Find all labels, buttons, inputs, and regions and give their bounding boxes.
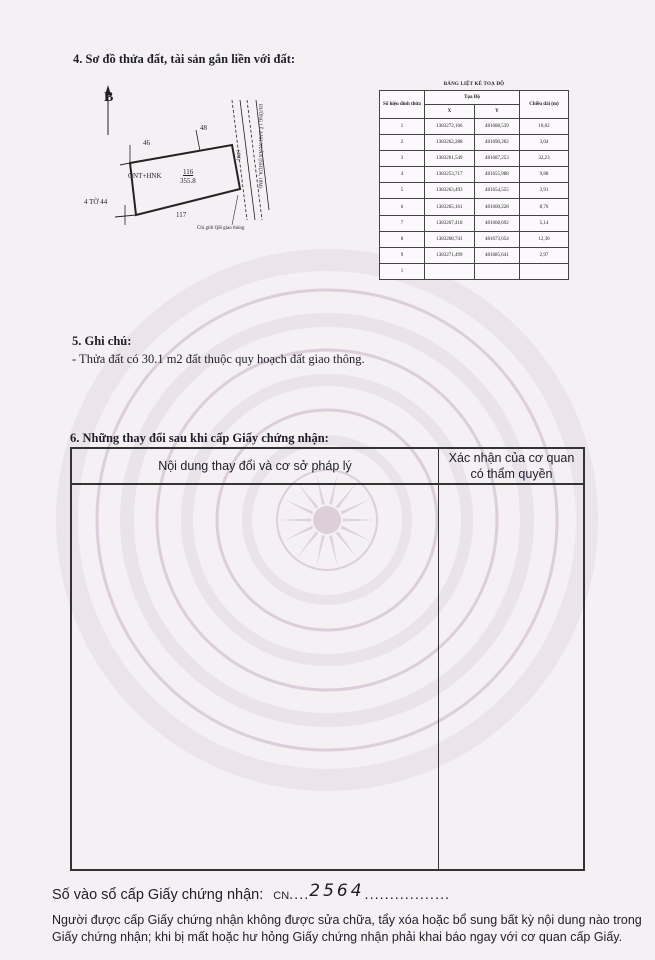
coords-cell-x (425, 263, 475, 279)
coords-cell-x: 1383261,549 (425, 151, 475, 167)
coords-cell-len: 3,04 (520, 135, 569, 151)
coords-cell-x: 1383263,493 (425, 183, 475, 199)
coords-cell-id: 6 (380, 199, 425, 215)
coords-cell-len: 8,76 (520, 199, 569, 215)
coords-row (380, 135, 569, 151)
changes-header-divider (72, 483, 583, 485)
coords-cell-y: 481688,539 (474, 119, 519, 135)
coords-cell-id: 1 (380, 119, 425, 135)
section-5-title: 5. Ghi chú: (72, 334, 132, 348)
coords-cell-y: 481654,555 (474, 183, 519, 199)
coords-row (380, 119, 569, 135)
coords-cell-id: 2 (380, 135, 425, 151)
approval-header-line2: có thẩm quyền (470, 467, 553, 481)
coords-row (380, 199, 569, 215)
coords-row (380, 263, 569, 279)
parcel-land-type: ONT+HNK (128, 172, 162, 180)
coords-cell-len: 5,14 (520, 215, 569, 231)
coords-cell-len: 32,23 (520, 151, 569, 167)
changes-table (70, 447, 585, 871)
coords-row (380, 151, 569, 167)
coords-row (380, 247, 569, 263)
coords-cell-len: 12,30 (520, 231, 569, 247)
coords-table-title: BẢNG LIỆT KÊ TOẠ ĐỘ (443, 82, 505, 87)
footer-note-line2: Giấy chứng nhận; khi bị mất hoặc hư hỏng Giấy chứng nhận phải khai báo ngay với cơ quan cấp Giấy. (52, 930, 623, 944)
coords-cell-y: 481673,654 (474, 231, 519, 247)
coords-cell-x: 1383272,166 (425, 119, 475, 135)
changes-column-divider (438, 449, 439, 869)
coords-cell-y: 481660,228 (474, 199, 519, 215)
col-point-header: Số hiệu đỉnh thửa (380, 91, 425, 119)
coords-cell-x: 1383265,161 (425, 199, 475, 215)
coords-cell-y: 481655,988 (474, 167, 519, 183)
coords-cell-id: 7 (380, 215, 425, 231)
neighbor-top-left: 46 (143, 139, 150, 147)
register-prefix: CN (273, 890, 290, 902)
coords-cell-y (474, 263, 519, 279)
changes-col-content-header: Nội dung thay đổi và cơ sở pháp lý (158, 459, 352, 473)
coords-row (380, 167, 569, 183)
road-label: ĐƯỜNG LÊ ANH XUÂN (NHỰA, 18M) (257, 104, 262, 189)
coords-cell-y: 481687,253 (474, 151, 519, 167)
register-label: Số vào sổ cấp Giấy chứng nhận: (52, 887, 264, 903)
coords-cell-id: 5 (380, 183, 425, 199)
col-length-header: Chiều dài (m) (520, 91, 569, 119)
col-y-header: Y (474, 105, 519, 119)
coords-cell-len: 3,91 (520, 183, 569, 199)
coords-cell-x: 1383271,499 (425, 247, 475, 263)
changes-col-approval-header (440, 449, 583, 483)
section-5-note: - Thửa đất có 30.1 m2 đất thuộc quy hoạch đất giao thông. (72, 352, 365, 366)
coords-cell-y: 481690,202 (474, 135, 519, 151)
approval-header-line1: Xác nhận của cơ quan (448, 451, 575, 465)
coords-cell-id: 3 (380, 151, 425, 167)
coords-cell-len: 2,97 (520, 247, 569, 263)
col-x-header: X (425, 105, 475, 119)
coords-cell-len: 9,88 (520, 167, 569, 183)
coords-cell-id: 4 (380, 167, 425, 183)
coords-cell-len (520, 263, 569, 279)
coords-cell-x: 1383253,717 (425, 167, 475, 183)
coords-cell-y: 481668,692 (474, 215, 519, 231)
coords-cell-id: 1 (380, 263, 425, 279)
coords-row (380, 231, 569, 247)
parcel-area: 355.8 (180, 177, 196, 185)
coords-cell-x: 1383262,288 (425, 135, 475, 151)
section-6-title: 6. Những thay đổi sau khi cấp Giấy chứng nhận: (70, 431, 329, 445)
corridor-label: Chỉ giới QH giao thông (197, 226, 245, 231)
register-line: Số vào sổ cấp Giấy chứng nhận: CN....2564................. (52, 881, 451, 903)
neighbor-left: 4 TỜ 44 (84, 198, 108, 206)
coords-cell-x: 1383268,741 (425, 231, 475, 247)
col-coords-header: Tọa Độ (425, 91, 520, 105)
coords-cell-x: 1383267,418 (425, 215, 475, 231)
coords-table (379, 90, 569, 280)
coords-cell-id: 8 (380, 231, 425, 247)
coords-row (380, 183, 569, 199)
neighbor-bottom: 117 (176, 211, 187, 219)
coords-cell-len: 10,02 (520, 119, 569, 135)
coords-row (380, 215, 569, 231)
coords-cell-id: 9 (380, 247, 425, 263)
neighbor-top-right: 48 (200, 124, 207, 132)
coords-cell-y: 481685,641 (474, 247, 519, 263)
north-marker: B (104, 90, 114, 105)
register-number: 2564 (309, 881, 365, 901)
footer-note-line1: Người được cấp Giấy chứng nhận không được sửa chữa, tẩy xóa hoặc bổ sung bất kỳ nội dung nào trong (52, 913, 642, 927)
parcel-number: 116 (183, 168, 194, 176)
section-4-title: 4. Sơ đồ thửa đất, tài sản gắn liền với đất: (73, 52, 296, 66)
road-width: (4M) (235, 150, 240, 161)
